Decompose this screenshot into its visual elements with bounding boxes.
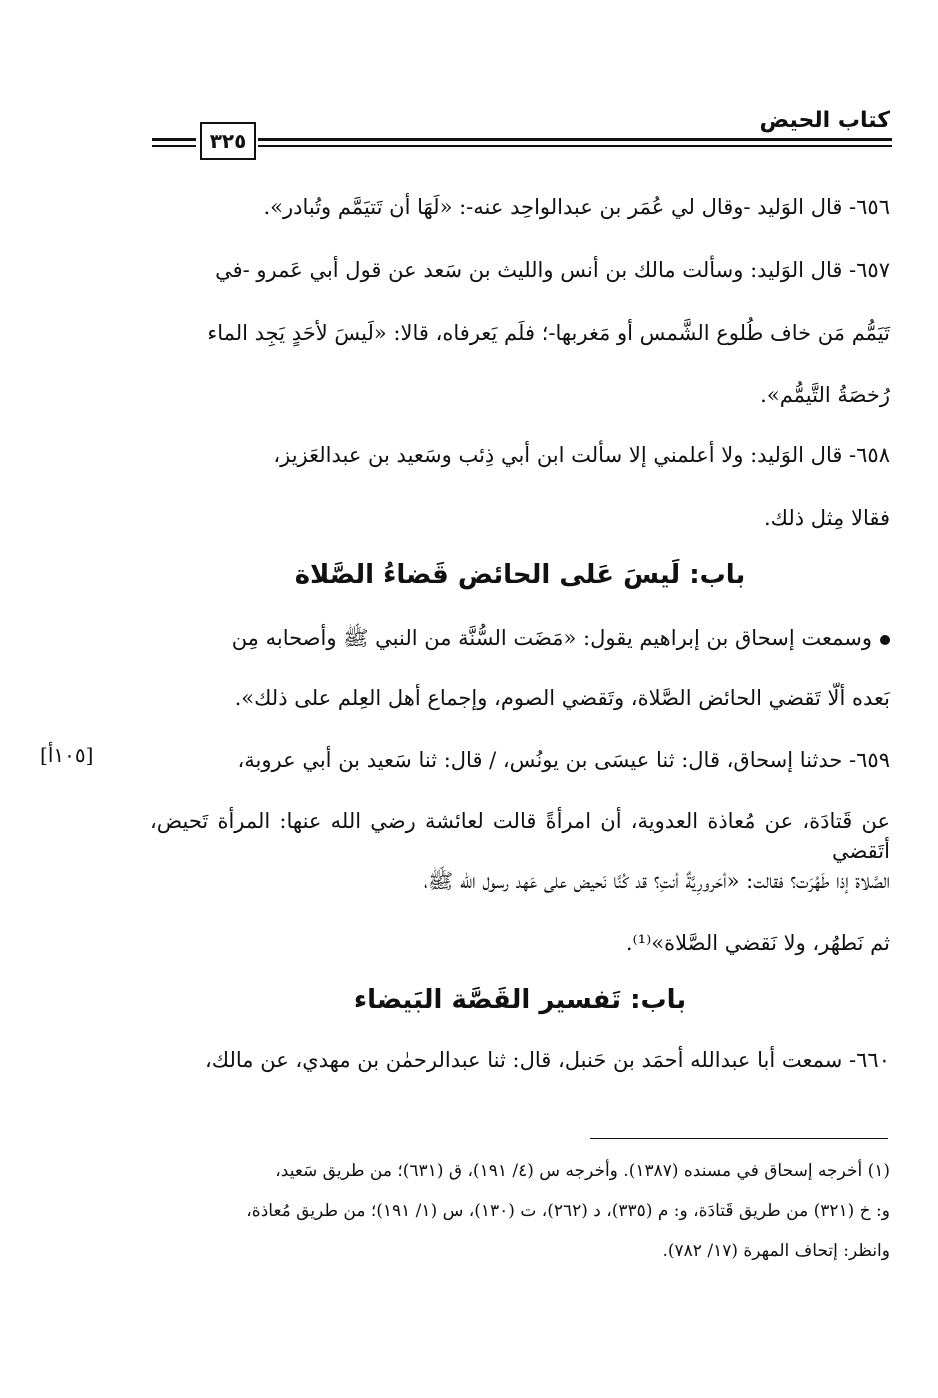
footnote-line2: و: خ (٣٢١) من طريق قَتادَة، و: م (٣٣٥)، د (٢٦٢)، ت (١٣٠)، س (١/ ١٩١)؛ من طريق مُعاذة، (246, 1201, 890, 1221)
header-rule (258, 138, 892, 141)
bullet-paragraph-line1 (150, 623, 890, 653)
margin-folio-note: [١٠٥أ] (40, 743, 94, 767)
paragraph-656: ٦٥٦- قال الوَليد -وقال لي عُمَر بن عبدالواحِد عنه-: «لَهَا أن تَتيَمَّم وتُبادر». (263, 195, 890, 219)
paragraph-658-line1: ٦٥٨- قال الوَليد: ولا أعلمني إلا سألت ابن أبي ذِئب وسَعيد بن عبدالعَزيز، (273, 443, 890, 467)
paragraph-657-line2: تَيَمُّم مَن خاف طُلوع الشَّمس أو مَغربها-؛ فلَم يَعرفاه، قالا: «لَيسَ لأحَدٍ يَجِد الماء (207, 321, 890, 345)
section-heading-1: باب: لَيسَ عَلى الحائض قَضاءُ الصَّلاة (294, 560, 746, 590)
paragraph-659-line3: الصَّلاة إذا طَهُرَت؟ فقالت: «أحَرورِيَّةٌ أنتِ؟ قد كُنَّا نَحيض على عَهد رسول الله ﷺ، (423, 869, 890, 893)
paragraph-657-line3: رُخصَةُ التَّيمُّم». (760, 383, 890, 407)
section-heading-2: باب: تَفسير القَصَّة البَيضاء (353, 985, 687, 1015)
page-number: ٣٢٥ (200, 122, 256, 160)
header-rule-left (152, 138, 196, 141)
header-rule-thin (258, 145, 892, 147)
paragraph-659-line1: ٦٥٩- حدثنا إسحاق، قال: ثنا عيسَى بن يونُس، / قال: ثنا سَعيد بن أبي عروبة، (237, 748, 890, 772)
footnote-separator (590, 1138, 888, 1139)
bullet-paragraph-line2: بَعده ألّا تَقضي الحائض الصَّلاة، وتَقضي الصوم، وإجماع أهل العِلم على ذلك». (234, 686, 890, 710)
paragraph-657-line1: ٦٥٧- قال الوَليد: وسألت مالك بن أنس والليث بن سَعد عن قول أبي عَمرو -في (215, 258, 890, 282)
paragraph-658-line2: فقالا مِثل ذلك. (764, 506, 890, 530)
paragraph-660: ٦٦٠- سمعت أبا عبدالله أحمَد بن حَنبل، قال: ثنا عبدالرحمٰن بن مهدي، عن مالك، (205, 1048, 890, 1072)
header-rule-left-thin (152, 145, 196, 147)
paragraph-659-line2: عن قَتادَة، عن مُعاذة العدوية، أن امرأةً قالت لعائشة رضي الله عنها: المرأة تَحيض، أتَقضي (150, 809, 890, 863)
running-header-title: كتاب الحيض (759, 108, 890, 133)
footnote-line1: (١) أخرجه إسحاق في مسنده (١٣٨٧). وأخرجه س (٤/ ١٩١)، ق (٦٣١)؛ من طريق سَعيد، (275, 1161, 890, 1181)
bullet-paragraph-text: وسمعت إسحاق بن إبراهيم يقول: «مَضَت السُّنَّة من النبي ﷺ وأصحابه مِن (231, 626, 872, 650)
footnote-line3: وانظر: إتحاف المهرة (١٧/ ٧٨٢). (662, 1241, 890, 1261)
bullet-icon (880, 635, 890, 645)
paragraph-659-line4: ثم نَطهُر، ولا نَقضي الصَّلاة»⁽¹⁾. (625, 931, 890, 955)
